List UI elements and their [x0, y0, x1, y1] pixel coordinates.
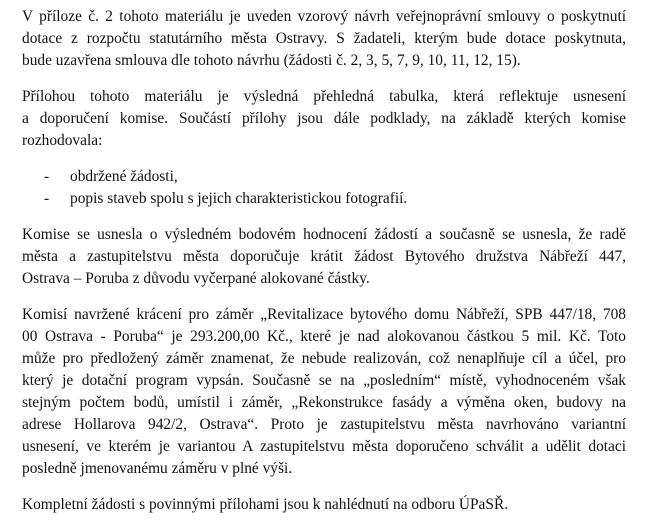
text-line: usnesení, ve kterém je variantou A zastupitelstvu města doporučeno schválit a udělit dotaci [22, 438, 626, 455]
document-body [22, 6, 626, 530]
text-line: a doporučení komise. Součástí přílohy jsou dále podklady, na základě kterých komise [22, 110, 626, 127]
paragraph-contract-template [22, 6, 626, 72]
text-line: Kompletní žádosti s povinnými přílohami jsou k nahlédnutí na odboru ÚPaSŘ. [22, 496, 509, 513]
list-item-text: obdržené žádosti, [70, 168, 178, 185]
list-item [22, 166, 626, 188]
text-line: Komisí navržené krácení pro záměr „Revitalizace bytového domu Nábřeží, SPB 447/18, 708 [22, 306, 626, 323]
text-line: Komise se usnesla o výsledném bodovém hodnocení žádostí a současně se usnesla, že radě [22, 226, 626, 243]
text-line: Přílohou tohoto materiálu je výsledná přehledná tabulka, která reflektuje usnesení [22, 88, 626, 105]
text-line: dotace z rozpočtu statutárního města Ostravy. S žadateli, kterým bude dotace poskytnuta, [22, 30, 626, 47]
dash-bullet: - [44, 190, 50, 207]
text-line: stejným počtem bodů, umístil i záměr, „Rekonstrukce fasády a výměna oken, budovy na [22, 394, 626, 411]
text-line: bude uzavřena smlouva dle tohoto návrhu (žádosti č. 2, 3, 5, 7, 9, 10, 11, 12, 15). [22, 52, 521, 69]
paragraph-proposed-reduction [22, 304, 626, 480]
bullet-list [22, 166, 626, 210]
text-line: rozhodovala: [22, 132, 103, 149]
text-line: V příloze č. 2 tohoto materiálu je uveden vzorový návrh veřejnoprávní smlouvy o poskytnutí [22, 8, 626, 25]
list-item [22, 188, 626, 210]
text-line: adrese Hollarova 942/2, Ostrava“. Proto je zastupitelstvu města navrhováno variantní [22, 416, 626, 433]
text-line: 00 Ostrava - Poruba“ je 293.200,00 Kč., které je nad alokovanou částkou 5 mil. Kč. Toto [22, 328, 626, 345]
text-line: města a zastupitelstvu města doporučuje krátit žádost Bytového družstva Nábřeží 447, [22, 248, 626, 265]
text-line: posledně jmenovanému záměru v plné výši. [22, 460, 293, 477]
paragraph-complete-applications [22, 494, 626, 516]
paragraph-commission-resolution [22, 224, 626, 290]
paragraph-attachment-table [22, 86, 626, 152]
text-line: který je dotační program vypsán. Současně se na „posledním“ místě, vyhodnoceném však [22, 372, 626, 389]
dash-bullet: - [44, 168, 50, 185]
list-item-text: popis staveb spolu s jejich charakteristickou fotografií. [70, 190, 408, 207]
text-line: může pro předložený záměr znamenat, že nebude realizován, což nenaplňuje cíl a účel, pro [22, 350, 626, 367]
text-line: Ostrava – Poruba z důvodu vyčerpané alokované částky. [22, 270, 370, 287]
